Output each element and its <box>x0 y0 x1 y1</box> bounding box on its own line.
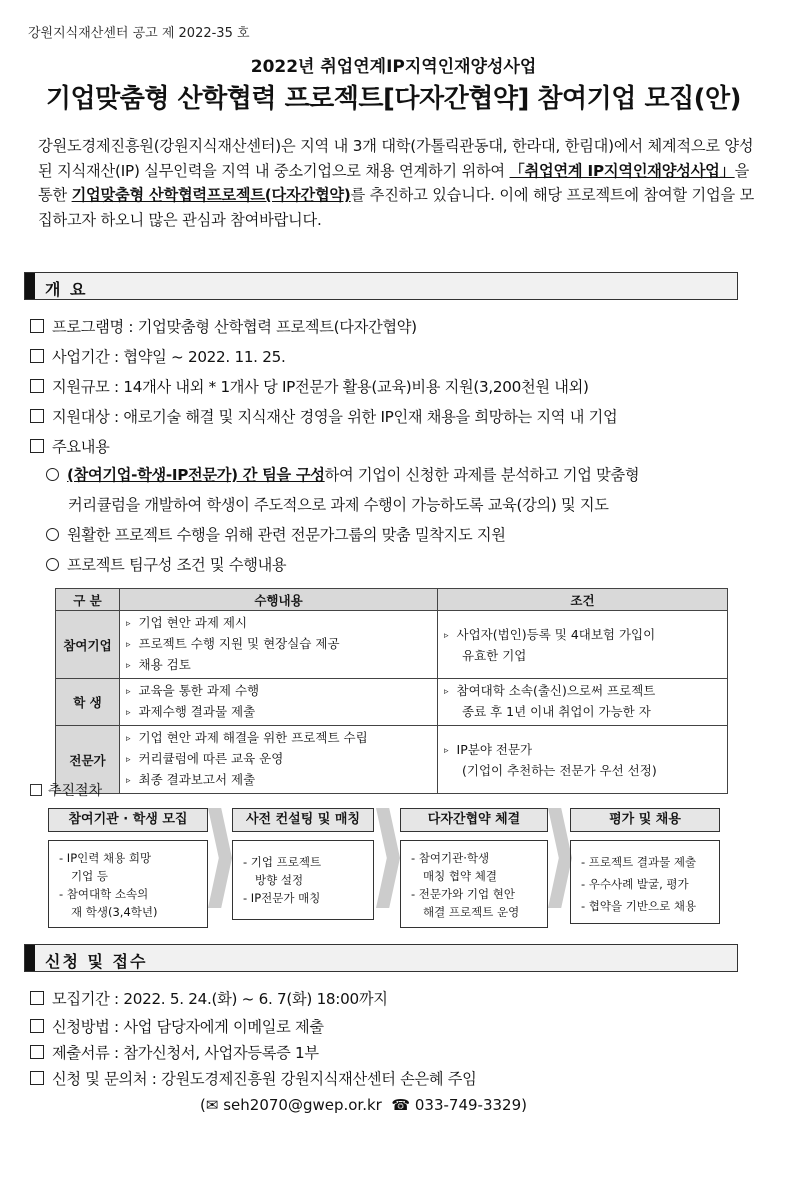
process-step-1 <box>48 808 208 928</box>
content-sub-1: (참여기업-학생-IP전문가) 간 팀을 구성하여 기업이 신청한 과제를 분석하고 기업 맞춤형 <box>46 464 639 485</box>
col-header-conditions: 조건 <box>438 589 728 611</box>
checkbox-square-icon <box>30 991 44 1005</box>
checkbox-square-icon <box>30 1071 44 1085</box>
section-marker <box>25 273 35 299</box>
overview-item-content: 주요내용 <box>30 436 110 457</box>
step-body: - IP인력 채용 희망 기업 등 - 참여대학 소속의 재 학생(3,4학년) <box>48 840 208 928</box>
table-row <box>56 611 728 679</box>
triangle-bullet-icon: ▹ <box>444 745 449 756</box>
checkbox-square-icon <box>30 439 44 453</box>
triangle-bullet-icon: ▹ <box>126 640 131 650</box>
row-conditions: ▹ 사업자(법인)등록 및 4대보험 가입이 유효한 기업 <box>438 611 728 679</box>
checkbox-square-icon <box>30 1045 44 1059</box>
checkbox-square-icon <box>30 784 42 796</box>
triangle-bullet-icon: ▹ <box>444 687 449 697</box>
intro-bold-project: 기업맞춤형 산학협력프로젝트(다자간협약) <box>71 186 351 204</box>
application-item-method: 신청방법 : 사업 담당자에게 이메일로 제출 <box>30 1016 324 1037</box>
step-body: - 프로젝트 결과물 제출 - 우수사례 발굴, 평가 - 협약을 기반으로 채용 <box>570 840 720 924</box>
row-conditions: ▹ 참여대학 소속(출신)으로써 프로젝트 종료 후 1년 이내 취업이 가능한 자 <box>438 679 728 726</box>
col-header-tasks: 수행내용 <box>120 589 438 611</box>
row-tasks: ▹ 교육을 통한 과제 수행 ▹ 과제수행 결과물 제출 <box>120 679 438 726</box>
overview-item-program: 프로그램명 : 기업맞춤형 산학협력 프로젝트(다자간협약) <box>30 316 417 337</box>
row-conditions: ▹ IP분야 전문가 (기업이 추천하는 전문가 우선 선정) <box>438 726 728 794</box>
section-marker <box>25 945 35 971</box>
step-body: - 참여기관·학생 매칭 협약 체결 - 전문가와 기업 현안 해결 프로젝트 운영 <box>400 840 548 928</box>
content-sub-1-line2: 커리큘럼을 개발하여 학생이 주도적으로 과제 수행이 가능하도록 교육(강의) 및 지도 <box>68 496 609 514</box>
title-line-1: 2022년 취업연계IP지역인재양성사업 <box>250 57 537 77</box>
application-item-period: 모집기간 : 2022. 5. 24.(화) ~ 6. 7(화) 18:00까지 <box>30 988 388 1009</box>
arrow-right-icon <box>548 808 572 908</box>
table-header-row <box>56 589 728 611</box>
overview-item-period: 사업기간 : 협약일 ~ 2022. 11. 25. <box>30 346 286 367</box>
triangle-bullet-icon: ▹ <box>126 687 131 697</box>
section-header-application <box>24 944 738 972</box>
section-title-application: 신청 및 접수 <box>45 952 148 971</box>
circle-bullet-icon <box>46 528 59 541</box>
arrow-right-icon <box>208 808 232 908</box>
team-table <box>55 588 728 794</box>
step-title: 참여기관 · 학생 모집 <box>48 808 208 832</box>
checkbox-square-icon <box>30 1019 44 1033</box>
step-title: 다자간협약 체결 <box>400 808 548 832</box>
section-title-overview: 개 요 <box>45 280 88 299</box>
content-sub-3: 프로젝트 팀구성 조건 및 수행내용 <box>46 554 286 575</box>
intro-paragraph <box>38 134 758 232</box>
checkbox-square-icon <box>30 349 44 363</box>
section-header-overview <box>24 272 738 300</box>
content-sub-2: 원활한 프로젝트 수행을 위해 관련 전문가그룹의 맞춤 밀착지도 지원 <box>46 524 506 545</box>
step-title: 사전 컨설팅 및 매칭 <box>232 808 374 832</box>
checkbox-square-icon <box>30 379 44 393</box>
notice-number: 강원지식재산센터 공고 제 2022-35 호 <box>28 26 250 41</box>
circle-bullet-icon <box>46 468 59 481</box>
intro-text-2: 을 통한 <box>38 161 750 204</box>
circle-bullet-icon <box>46 558 59 571</box>
triangle-bullet-icon: ▹ <box>126 755 131 765</box>
process-step-2 <box>232 808 374 920</box>
intro-bold-program: 「취업연계 IP지역인재양성사업」 <box>509 161 735 180</box>
process-step-3 <box>400 808 548 928</box>
contact-phone: 033-749-3329 <box>414 1096 522 1114</box>
overview-item-scale: 지원규모 : 14개사 내외 * 1개사 당 IP전문가 활용(교육)비용 지원(3,200천원 내외) <box>30 376 589 397</box>
title-line-2: 기업맞춤형 산학협력 프로젝트[다자간협약] 참여기업 모집(안) <box>45 84 742 114</box>
application-item-documents: 제출서류 : 참가신청서, 사업자등록증 1부 <box>30 1042 319 1063</box>
triangle-bullet-icon: ▹ <box>126 661 131 671</box>
contact-info: (✉ seh2070@gwep.or.kr ☎ 033-749-3329) <box>200 1096 527 1114</box>
step-body: - 기업 프로젝트 방향 설정 - IP전문가 매칭 <box>232 840 374 920</box>
table-row <box>56 679 728 726</box>
process-step-4 <box>570 808 720 924</box>
application-item-contact: 신청 및 문의처 : 강원도경제진흥원 강원지식재산센터 손은혜 주임 <box>30 1068 477 1089</box>
table-row <box>56 726 728 794</box>
team-emphasis: (참여기업-학생-IP전문가) 간 팀을 구성 <box>67 466 325 484</box>
triangle-bullet-icon: ▹ <box>444 630 449 641</box>
checkbox-square-icon <box>30 409 44 423</box>
intro-text-1: 강원도경제진흥원(강원지식재산센터)은 지역 내 3개 대학(가톨릭관동대, 한라대, 한림대)에서 체계적으로 양성된 지식재산(IP) 실무인력을 지역 내 중소기업으로 채용 연계하기 위하여 <box>38 137 754 180</box>
contact-email[interactable]: seh2070@gwep.or.kr <box>223 1096 382 1114</box>
triangle-bullet-icon: ▹ <box>126 776 131 786</box>
triangle-bullet-icon: ▹ <box>126 708 131 718</box>
phone-icon: ☎ <box>391 1096 411 1114</box>
process-label: 추진절차 <box>30 780 102 800</box>
mail-icon: ✉ <box>205 1096 219 1114</box>
triangle-bullet-icon: ▹ <box>126 734 131 744</box>
intro-text-3: 를 추진하고 있습니다. 이에 해당 프로젝트에 참여할 기업을 모집하고자 하오니 많은 관심과 참여바랍니다. <box>38 186 755 229</box>
triangle-bullet-icon: ▹ <box>126 619 131 629</box>
row-category: 참여기업 <box>56 611 120 679</box>
checkbox-square-icon <box>30 319 44 333</box>
overview-item-target: 지원대상 : 애로기술 해결 및 지식재산 경영을 위한 IP인재 채용을 희망하는 지역 내 기업 <box>30 406 617 427</box>
step-title: 평가 및 채용 <box>570 808 720 832</box>
row-tasks: ▹ 기업 현안 과제 제시 ▹ 프로젝트 수행 지원 및 현장실습 제공 ▹ 채용 검토 <box>120 611 438 679</box>
row-category: 학 생 <box>56 679 120 726</box>
arrow-right-icon <box>376 808 400 908</box>
row-category: 전문가 <box>56 726 120 794</box>
row-tasks: ▹ 기업 현안 과제 해결을 위한 프로젝트 수립 ▹ 커리큘럼에 따른 교육 운영 ▹ 최종 결과보고서 제출 <box>120 726 438 794</box>
col-header-category: 구 분 <box>56 589 120 611</box>
